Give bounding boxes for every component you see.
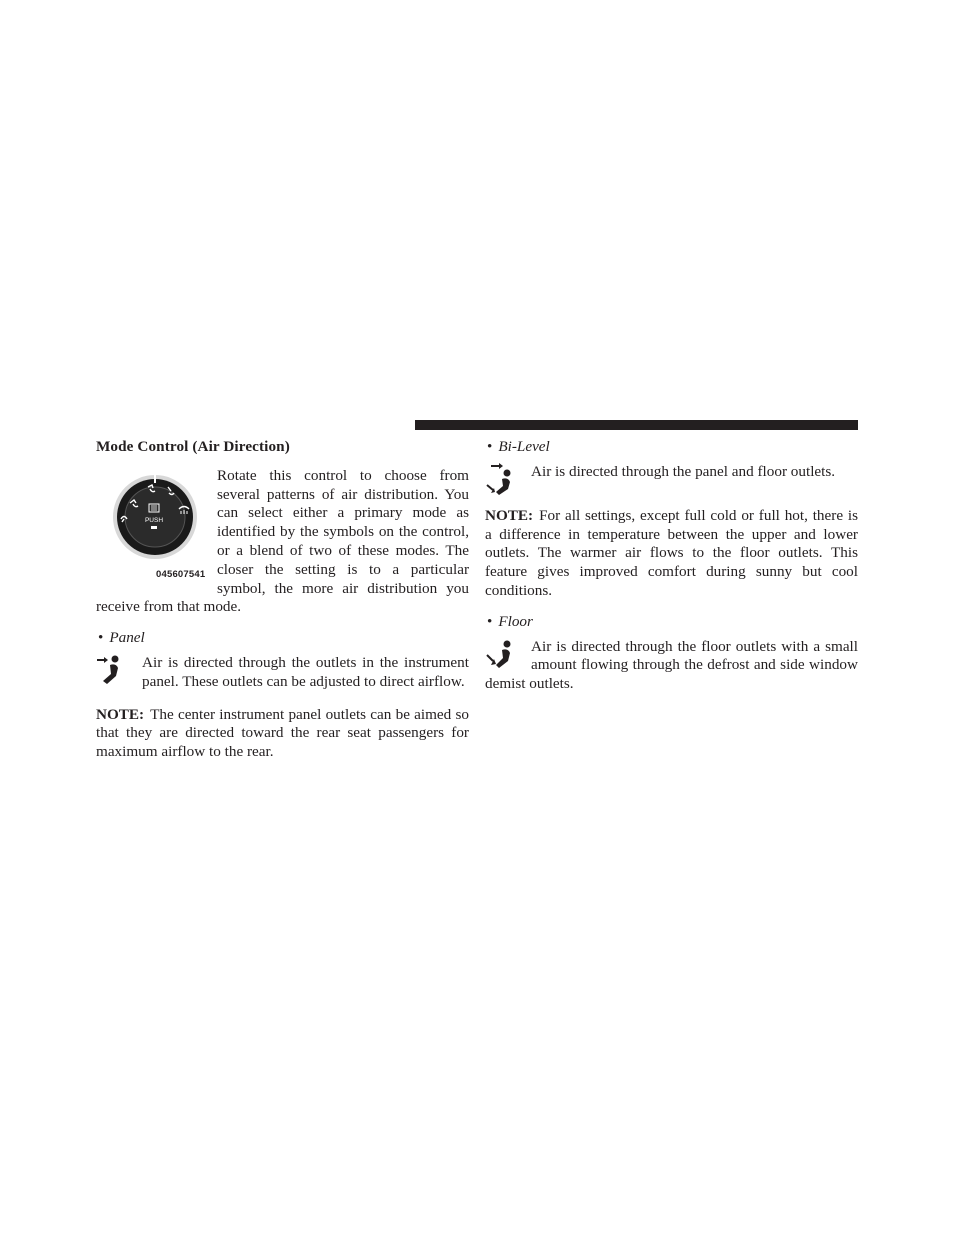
bilevel-mode-title: Bi-Level [498,438,550,455]
floor-mode-text: Air is directed through the floor outlets with a small amount flowing through the defrost and side window demist outlets. [485,637,858,693]
bilevel-mode-icon [485,463,525,497]
panel-mode-bullet: • Panel [98,629,145,647]
note-label: NOTE: [96,705,145,723]
left-column [96,438,469,762]
floor-mode-description [485,638,858,694]
note-temperature-difference [485,507,858,601]
dial-push-label: PUSH [144,516,164,524]
panel-mode-description [96,654,469,692]
bilevel-mode-text: Air is directed through the panel and floor outlets. [531,462,836,480]
right-column [485,438,858,694]
note-text: For all settings, except full cold or full hot, there is a difference in temperature between the upper and lower outlets. The warmer air flows to the floor outlets. This feature gives improved comfort during sunny but cool conditions. [485,506,858,599]
note-text: The center instrument panel outlets can be aimed so that they are directed toward the rear seat passengers for maximum airflow to the rear. [96,705,469,761]
mode-control-dial-figure [96,473,217,587]
note-label: NOTE: [485,506,534,524]
floor-mode-title: Floor [498,612,533,630]
section-header-bar [415,420,858,430]
figure-part-number: 045607541 [156,568,206,580]
floor-mode-bullet: • Floor [487,612,533,630]
bilevel-mode-description [485,463,858,497]
section-heading: Mode Control (Air Direction) [96,438,290,455]
panel-mode-text: Air is directed through the outlets in the instrument panel. These outlets can be adjusted to direct airflow. [142,653,469,690]
floor-mode-icon [485,638,525,672]
panel-mode-title: Panel [109,629,145,647]
mode-dial-icon [96,473,217,573]
note-center-outlets [96,706,469,762]
intro-paragraph: Rotate this control to choose from several patterns of air distribution. You can select either a primary mode as identified by the symbols on the control, or a blend of two of these modes. The closer the setting is to a particular symbol, the more air distribution you receive from that mode. [96,466,469,616]
bilevel-mode-bullet: • Bi-Level [487,438,550,455]
panel-mode-icon [96,654,136,688]
